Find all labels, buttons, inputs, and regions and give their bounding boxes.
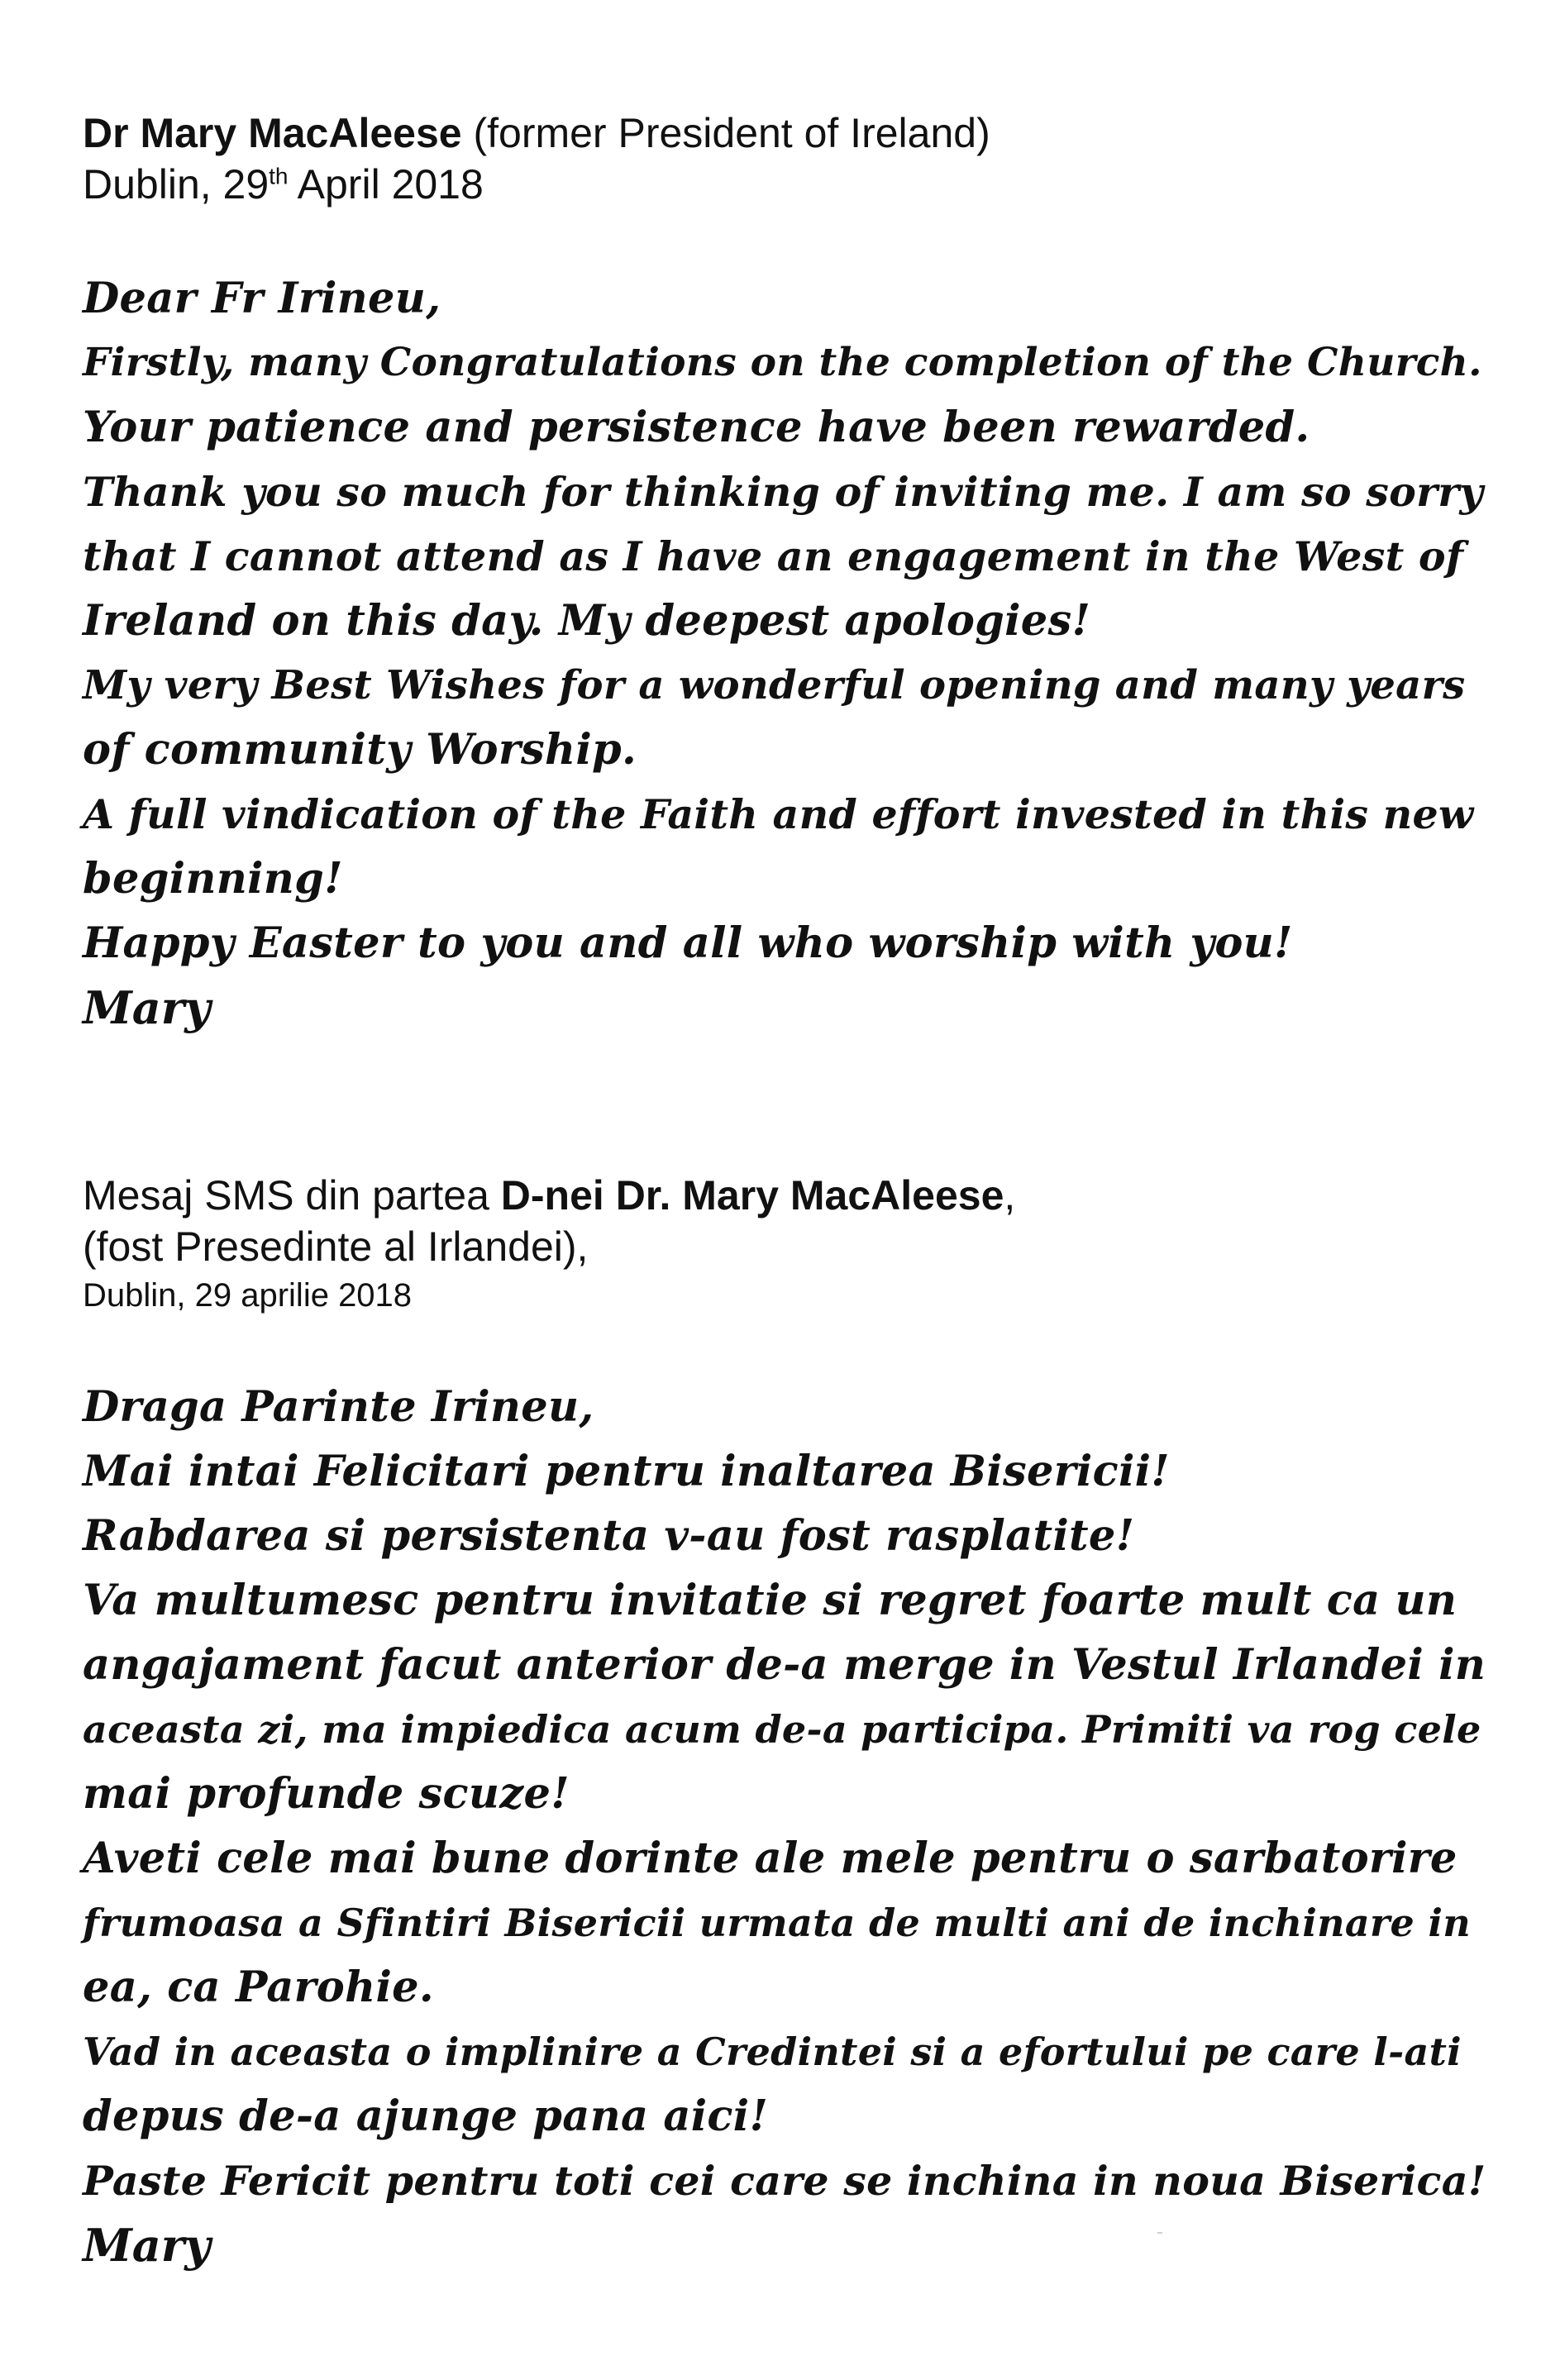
romanian-line-1: Mai intai Felicitari pentru inaltarea Bisericii! — [83, 1447, 1170, 1496]
english-header-line-2 — [83, 159, 1488, 210]
english-signature: Mary — [83, 981, 211, 1034]
romanian-message — [83, 1170, 1488, 2277]
romanian-signature: Mary — [83, 2219, 211, 2272]
romanian-header-line-2: (fost Presedinte al Irlandei), — [83, 1223, 589, 1270]
sender-name: Dr Mary MacAleese — [83, 110, 462, 156]
sender-role: (former President of Ireland) — [461, 110, 990, 156]
place-date: Dublin, 29 — [83, 161, 270, 207]
english-line-5: Ireland on this day. My deepest apologies! — [83, 596, 1091, 646]
header-prefix: Mesaj SMS din partea — [83, 1172, 501, 1219]
english-line-10: Happy Easter to you and all who worship with you! — [83, 918, 1293, 968]
romanian-line-9: ea, ca Parohie. — [83, 1963, 434, 2012]
romanian-line-10: Vad in aceasta o implinire a Credintei si a efortului pe care l-ati — [83, 2029, 1462, 2074]
header-suffix: , — [1004, 1172, 1016, 1219]
english-greeting: Dear Fr Irineu, — [83, 274, 441, 323]
english-line-8: A full vindication of the Faith and effort invested in this new — [83, 790, 1474, 838]
date-rest: April 2018 — [288, 161, 484, 207]
romanian-line-5: aceasta zi, ma impiedica acum de-a participa. Primiti va rog cele — [83, 1707, 1481, 1752]
romanian-place-date: Dublin, 29 aprilie 2018 — [83, 1277, 413, 1314]
romanian-line-6: mai profunde scuze! — [83, 1769, 570, 1819]
english-message — [83, 107, 1488, 1040]
english-line-7: of community Worship. — [83, 725, 637, 775]
english-line-3: Thank you so much for thinking of inviting me. I am so sorry — [83, 468, 1484, 516]
romanian-line-7: Aveti cele mai bune dorinte ale mele pentru o sarbatorire — [83, 1834, 1458, 1883]
romanian-greeting: Draga Parinte Irineu, — [83, 1382, 594, 1432]
english-line-9: beginning! — [83, 854, 343, 904]
english-line-1: Firstly, many Congratulations on the completion of the Church. — [83, 340, 1482, 385]
english-line-4: that I cannot attend as I have an engagement in the West of — [83, 532, 1464, 580]
english-line-6: My very Best Wishes for a wonderful opening and many years — [83, 662, 1466, 708]
romanian-line-8: frumoasa a Sfintiri Bisericii urmata de multi ani de inchinare in — [83, 1901, 1471, 1945]
romanian-line-12: Paste Fericit pentru toti cei care se inchina in noua Biserica! — [83, 2157, 1486, 2205]
romanian-line-4: angajament facut anterior de-a merge in Vestul Irlandei in — [83, 1640, 1486, 1690]
english-header-line-1 — [83, 107, 1488, 159]
romanian-line-11: depus de-a ajunge pana aici! — [83, 2091, 769, 2141]
romanian-line-3: Va multumesc pentru invitatie si regret foarte mult ca un — [83, 1576, 1458, 1625]
romanian-header-line-1 — [83, 1170, 1488, 1221]
sender-name: D-nei Dr. Mary MacAleese — [500, 1172, 1004, 1219]
date-suffix: th — [269, 163, 289, 189]
english-line-2: Your patience and persistence have been rewarded. — [83, 403, 1310, 452]
scan-speck — [1157, 2232, 1162, 2234]
romanian-line-2: Rabdarea si persistenta v-au fost rasplatite! — [83, 1511, 1135, 1561]
